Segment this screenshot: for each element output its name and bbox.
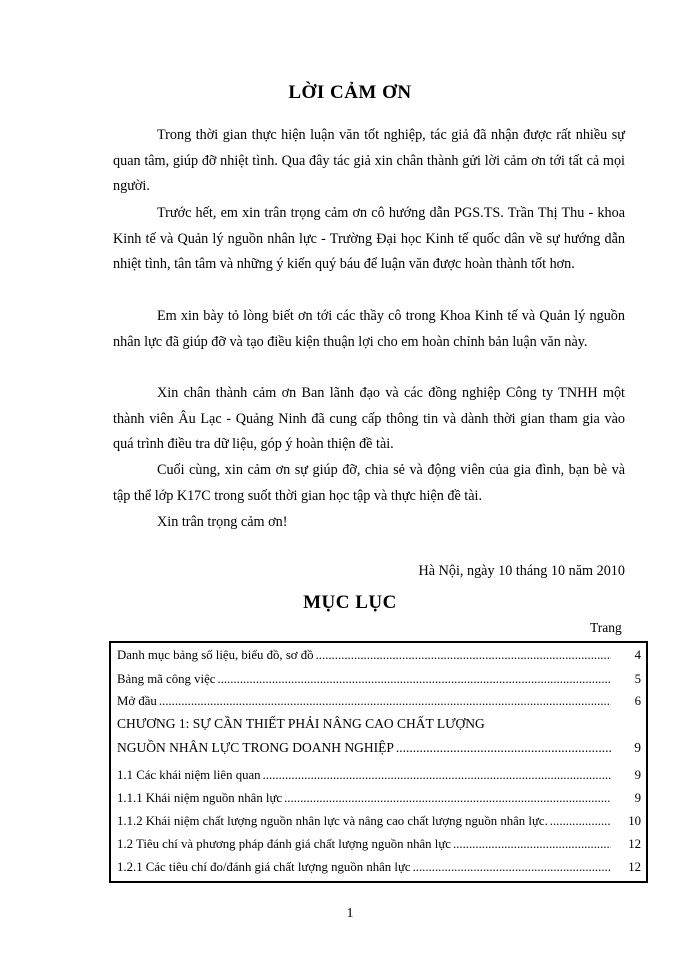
toc-entry[interactable] xyxy=(117,768,641,783)
toc-entry[interactable] xyxy=(117,791,641,806)
acknowledgement-paragraph-3: Em xin bày tỏ lòng biết ơn tới các thầy cô trong Khoa Kinh tế và Quản lý nguồn nhân lực đã giúp đỡ và tạo điều kiện thuận lợi cho em hoàn chỉnh bản luận văn này. xyxy=(113,308,625,350)
toc-entry-label: 1.2 Tiêu chí và phương pháp đánh giá chất lượng nguồn nhân lực xyxy=(117,837,451,851)
toc-entry-page: 9 xyxy=(634,791,641,805)
toc-entry-page: 12 xyxy=(628,860,641,874)
toc-entry-page: 9 xyxy=(634,740,641,755)
toc-entry-page: 12 xyxy=(628,837,641,851)
date-line: Hà Nội, ngày 10 tháng 10 năm 2010 xyxy=(418,563,625,579)
toc-entry-page: 10 xyxy=(628,814,641,828)
toc-leader xyxy=(316,648,611,663)
toc-leader xyxy=(217,672,611,687)
toc-leader xyxy=(284,791,611,806)
toc-entry[interactable] xyxy=(117,672,641,687)
acknowledgement-title: LỜI CẢM ƠN xyxy=(288,82,412,103)
toc-entry[interactable] xyxy=(117,837,641,852)
acknowledgement-paragraph-1: Trong thời gian thực hiện luận văn tốt nghiệp, tác giả đã nhận được rất nhiều sự quan tâm, giúp đỡ nhiệt tình. Qua đây tác giả xin chân thành gửi lời cảm ơn tới tất cả mọi người. xyxy=(113,127,625,195)
toc-entry-label: Bảng mã công việc xyxy=(117,672,216,686)
toc-entry[interactable] xyxy=(117,860,641,875)
acknowledgement-paragraph-4: Xin chân thành cảm ơn Ban lãnh đạo và các đồng nghiệp Công ty TNHH một thành viên Âu Lạc - Quảng Ninh đã cung cấp thông tin và dành thời gian tham gia vào quá trình điều tra dữ liệu, góp ý hoàn thiện đề tài. xyxy=(113,385,625,453)
toc-entry-label: CHƯƠNG 1: SỰ CẦN THIẾT PHẢI NÂNG CAO CHẤT LƯỢNG xyxy=(117,716,485,731)
toc-entry-page: 6 xyxy=(634,694,641,708)
toc-entry-page: 9 xyxy=(634,768,641,782)
toc-entry-page: 5 xyxy=(634,672,641,686)
toc-entry-label: 1.2.1 Các tiêu chí đo/đánh giá chất lượng nguồn nhân lực xyxy=(117,860,411,874)
toc-leader xyxy=(413,860,611,875)
toc-leader xyxy=(263,768,611,783)
toc-title: MỤC LỤC xyxy=(303,592,397,613)
toc-leader xyxy=(159,694,611,709)
toc-entry[interactable] xyxy=(117,814,641,829)
toc-entry-label: Mở đầu xyxy=(117,694,157,708)
acknowledgement-paragraph-6: Xin trân trọng cảm ơn! xyxy=(157,514,288,530)
toc-entry-label: 1.1.2 Khái niệm chất lượng nguồn nhân lực và nâng cao chất lượng nguồn nhân lực. xyxy=(117,814,548,828)
page-number: 1 xyxy=(346,906,354,921)
toc-entry-chapter-line-2[interactable] xyxy=(117,740,641,756)
acknowledgement-paragraph-2: Trước hết, em xin trân trọng cảm ơn cô hướng dẫn PGS.TS. Trần Thị Thu - khoa Kinh tế và Quản lý nguồn nhân lực - Trường Đại học Kinh tế quốc dân về sự hướng dẫn nhiệt tình, tân tâm và những ý kiến quý báu để luận văn được hoàn thành tốt hơn. xyxy=(113,205,625,273)
toc-page-header: Trang xyxy=(590,620,622,635)
toc-leader xyxy=(550,814,611,829)
toc-entry-label: 1.1.1 Khái niệm nguồn nhân lực xyxy=(117,791,283,805)
toc-entry-chapter-line-1[interactable] xyxy=(117,716,641,732)
toc-entry[interactable] xyxy=(117,648,641,663)
toc-entry-page: 4 xyxy=(634,648,641,662)
toc-entry[interactable] xyxy=(117,694,641,709)
toc-entry-label: Danh mục bảng số liệu, biểu đồ, sơ đồ xyxy=(117,648,314,662)
toc-entry-label: NGUỒN NHÂN LỰC TRONG DOANH NGHIỆP xyxy=(117,740,394,755)
toc-leader xyxy=(396,740,611,756)
toc-entry-label: 1.1 Các khái niệm liên quan xyxy=(117,768,261,782)
acknowledgement-paragraph-5: Cuối cùng, xin cảm ơn sự giúp đỡ, chia sẻ và động viên của gia đình, bạn bè và tập thể lớp K17C trong suốt thời gian học tập và thực hiện đề tài. xyxy=(113,462,625,504)
toc-table xyxy=(109,641,648,883)
toc-leader xyxy=(453,837,611,852)
